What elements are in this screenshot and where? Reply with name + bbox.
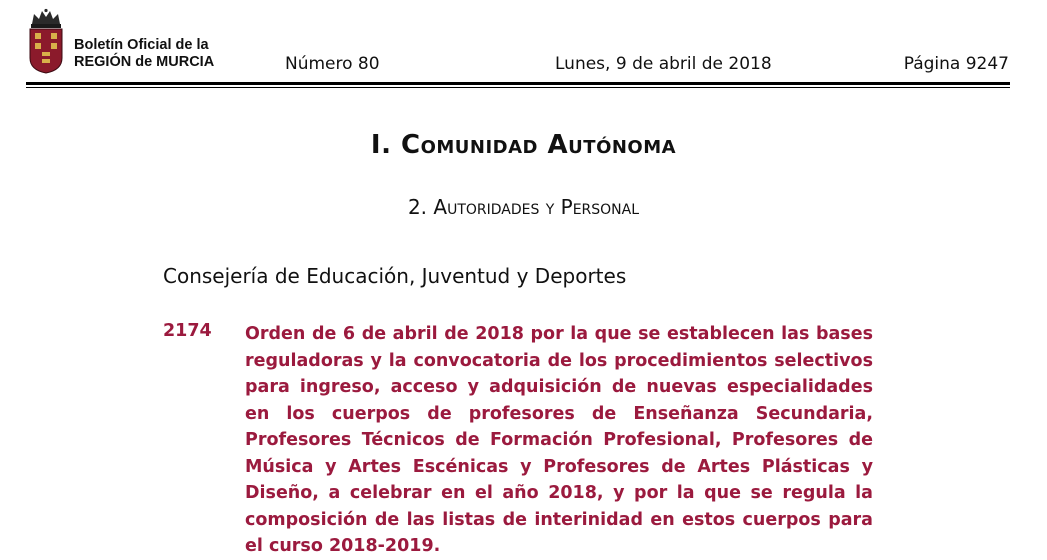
order-title: Orden de 6 de abril de 2018 por la que se establecen las bases reguladoras y la convocatoria de los procedimientos selectivos para ingreso, acceso y adquisición de nuevas especialidades en los cuerpos de profesores de Enseñanza Secundaria, Profesores Técnicos de Formación Profesional, Profesores de Música y Artes Escénicas y Profesores de Artes Plásticas y Diseño, a celebrar en el año 2018, y por la que se regula la composición de las listas de interinidad en estos cuerpos para el curso 2018-2019. xyxy=(245,324,873,556)
region-crest-icon xyxy=(26,8,66,74)
bulletin-name-line2: REGIÓN de MURCIA xyxy=(74,54,215,70)
header-divider-thin xyxy=(26,87,1010,88)
page-header xyxy=(0,0,1047,90)
bulletin-name xyxy=(74,37,214,71)
issue-date: Lunes, 9 de abril de 2018 xyxy=(555,54,772,74)
issue-number: Número 80 xyxy=(285,54,380,74)
bulletin-name-line1: Boletín Oficial de la xyxy=(74,37,209,53)
order-number: 2174 xyxy=(163,321,212,341)
subsection-title: 2. Autoridades y Personal xyxy=(407,195,640,219)
department-name: Consejería de Educación, Juventud y Deportes xyxy=(163,264,627,288)
header-divider-thick xyxy=(26,82,1010,85)
page-number: Página 9247 xyxy=(903,54,1009,74)
section-title: I. Comunidad Autónoma xyxy=(370,130,677,160)
